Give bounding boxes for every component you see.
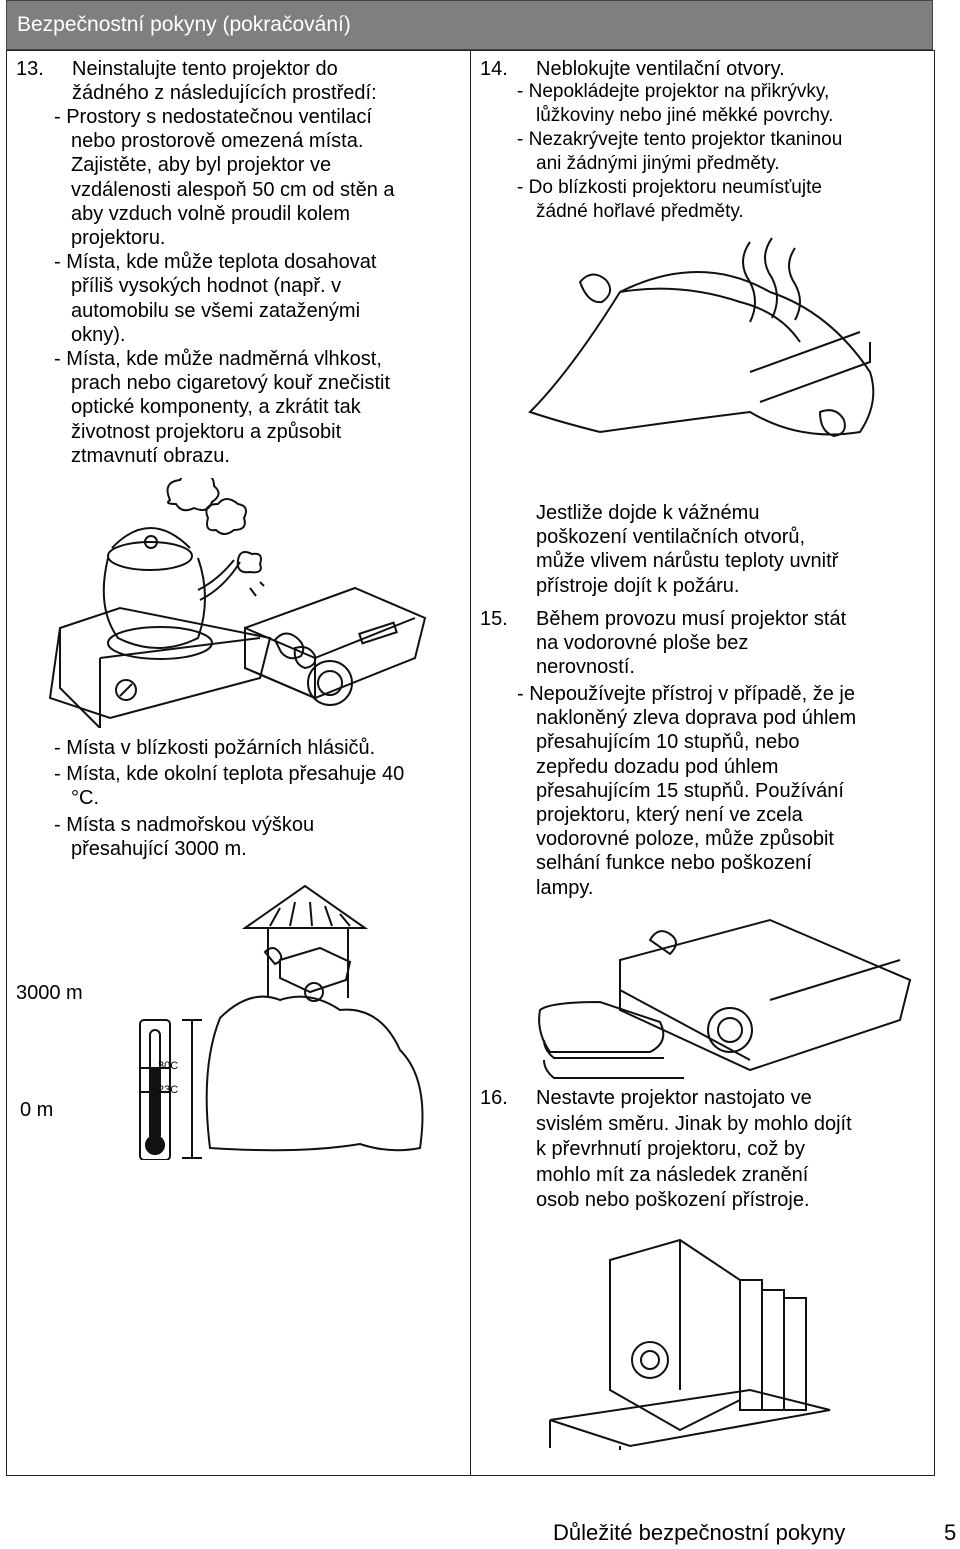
text-line: selhání funkce nebo poškození [536,852,812,875]
text-line: mohlo mít za následek zranění [536,1163,809,1186]
altitude-top-label: 3000 m [16,982,83,1004]
left-subitems-2 [54,736,404,861]
item-16-number: 16. [480,1087,508,1109]
text-line: poškození ventilačních otvorů, [536,526,806,549]
thermo-high-label: 30C [158,1060,179,1072]
text-line: příliš vysokých hodnot (např. v [71,275,342,298]
text-line: osob nebo poškození přístroje. [536,1189,810,1211]
text-line: prach nebo cigaretový kouř znečistit [71,372,391,395]
item-14-title: Neblokujte ventilační otvory. [536,58,785,80]
item-14-subitems [517,80,842,224]
text-line: nakloněný zleva doprava pod úhlem [536,707,857,730]
text-line: Jestliže dojde k vážnému [536,502,760,524]
text-line: nebo prostorově omezená místa. [71,130,364,153]
section-title: Bezpečnostní pokyny (pokračování) [17,13,351,36]
text-line: přesahujícím 10 stupňů, nebo [536,731,800,754]
text-line: zepředu dozadu pod úhlem [536,755,779,778]
text-line: automobilu se všemi zataženými [71,299,361,322]
altitude-bottom-label: 0 m [20,1099,54,1121]
kettle-stove-illustration [40,478,430,728]
text-line: žádné hořlavé předměty. [536,201,744,222]
text-line: ani žádnými jinými předměty. [536,153,780,174]
text-line: přesahující 3000 m. [71,837,247,860]
item-16-text [536,1086,852,1214]
text-line: Neinstalujte tento projektor do [72,58,338,80]
page-number: 5 [944,1520,957,1545]
item-15-text [536,607,846,680]
text-line: - Místa, kde okolní teplota přesahuje 40 [54,763,405,786]
footer-title: Důležité bezpečnostní pokyny [553,1520,846,1545]
text-line: životnost projektoru a způsobit [71,420,342,443]
upright-projector-illustration [540,1230,840,1450]
text-line: - Místa, kde může nadměrná vlhkost, [54,348,382,371]
text-line: Zajistěte, aby byl projektor ve [71,154,332,177]
text-line: projektoru, který není ve zcela [536,804,803,827]
text-line: na vodorovné ploše bez [536,632,749,655]
text-line: okny). [71,323,126,346]
text-line: vodorovné poloze, může způsobit [536,828,834,851]
item-14-number: 14. [480,58,508,80]
text-line: lampy. [536,876,594,899]
text-line: přesahujícím 15 stupňů. Používání [536,779,844,802]
text-line: přístroje dojít k požáru. [536,574,740,597]
text-line: - Nepokládejte projektor na přikrývky, [517,81,830,102]
text-line: ztmavnutí obrazu. [71,444,230,467]
text-line: - Nepoužívejte přístroj v případě, že je [517,683,855,705]
tilted-projector-illustration [530,900,930,1080]
text-line: projektoru. [71,227,166,250]
thermo-low-label: 23C [158,1084,179,1096]
text-line: - Prostory s nedostatečnou ventilací [54,106,372,128]
covered-projector-illustration [520,232,900,462]
altitude-illustration [130,880,450,1160]
text-line: - Místa v blízkosti požárních hlásičů. [54,737,376,759]
item-13-subitems [54,105,395,468]
text-line: Během provozu musí projektor stát [536,608,847,630]
item-13-number: 13. [16,58,44,80]
text-line: - Místa, kde může teplota dosahovat [54,251,377,274]
text-line: nerovností. [536,656,635,679]
item-15-subitems [517,682,856,900]
text-line: lůžkoviny nebo jiné měkké povrchy. [536,105,834,126]
text-line: optické komponenty, a zkrátit tak [71,396,361,419]
column-divider [470,50,471,1476]
text-line: - Nezakrývejte tento projektor tkaninou [517,129,843,150]
item-13-text [72,57,377,105]
text-line: - Místa s nadmořskou výškou [54,813,315,836]
section-header [6,0,933,50]
text-line: Nestavte projektor nastojato ve [536,1087,812,1109]
text-line: k převrhnutí projektoru, což by [536,1138,806,1160]
text-line: může vlivem nárůstu teploty uvnitř [536,550,839,573]
warning-text [536,501,838,598]
item-15-number: 15. [480,608,508,630]
text-line: vzdálenosti alespoň 50 cm od stěn a [71,178,395,201]
text-line: aby vzduch volně proudil kolem [71,202,351,225]
text-line: - Do blízkosti projektoru neumísťujte [517,177,822,198]
text-line: °C. [71,787,99,810]
text-line: žádného z následujících prostředí: [72,82,377,105]
text-line: svislém směru. Jinak by mohlo dojít [536,1112,852,1135]
